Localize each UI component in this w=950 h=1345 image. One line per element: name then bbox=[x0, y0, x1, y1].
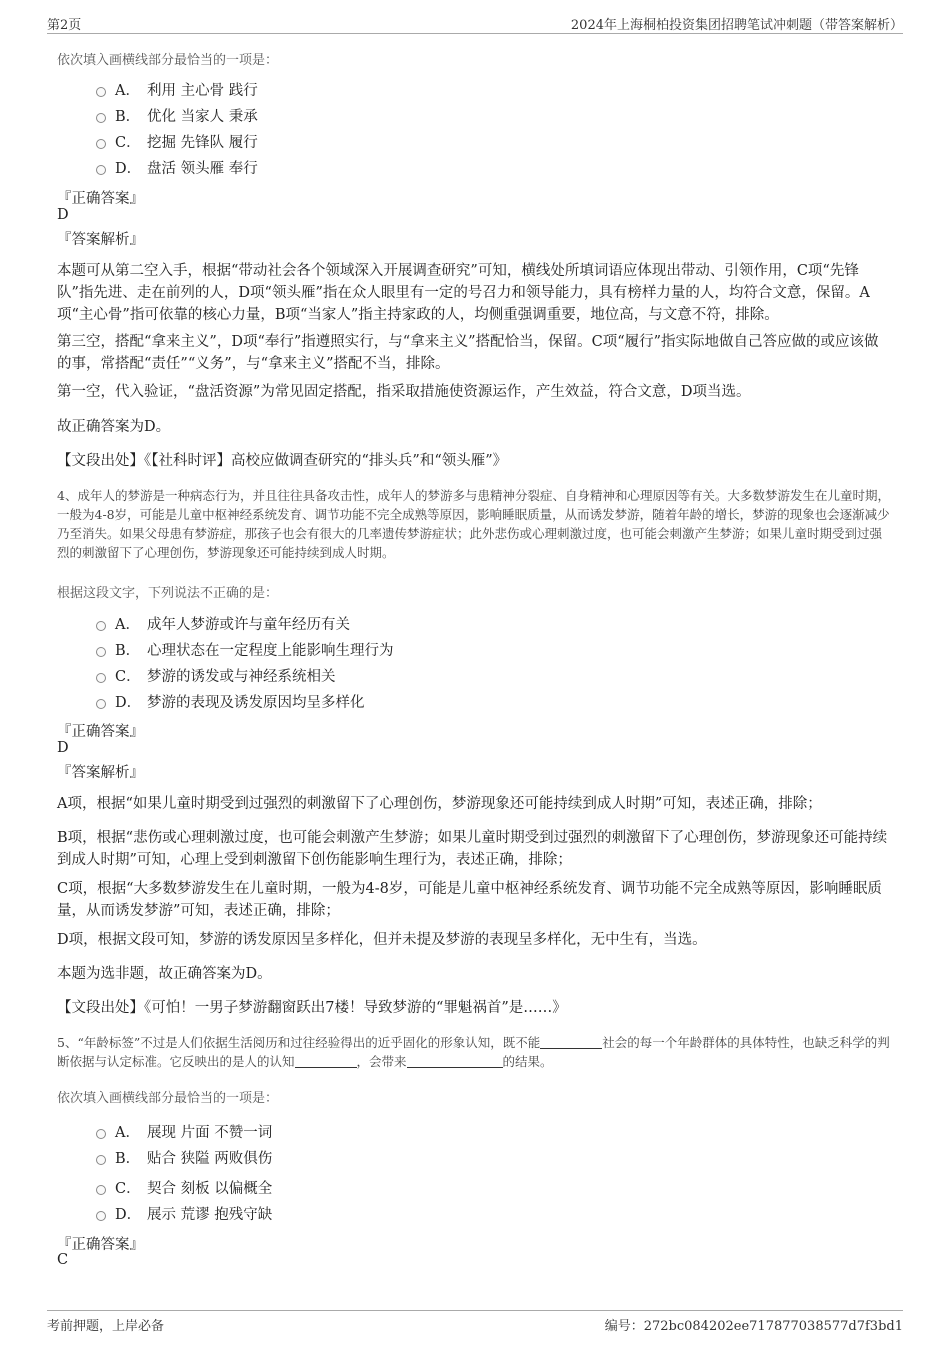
blank-2 bbox=[295, 1055, 357, 1068]
q5-prompt: 依次填入画横线部分最恰当的一项是： bbox=[57, 1091, 279, 1106]
q3-analysis-paragraph: 第一空，代入验证，“盘活资源”为常见固定搭配，指采取措施使资源运作，产生效益，符合文意，D项当选。 bbox=[57, 384, 751, 400]
q3-analysis-paragraph: 本题可从第二空入手，根据“带动社会各个领域深入开展调查研究”可知，横线处所填词语应体现出带动、引领作用，C项“先锋队”指先进、走在前列的人，D项“领头雁”指在众人眼里有一定的号召力和领导能力，具有榜样力量的人，均符合文意，保留。A项“主心骨”指可依靠的核心力量，B项“当家人”指主持家政的人，均侧重强调重要，地位高，与文意不符，排除。 bbox=[57, 263, 870, 323]
radio-button[interactable] bbox=[96, 1155, 106, 1165]
radio-button[interactable] bbox=[96, 139, 106, 149]
q3-option-a[interactable]: A． 利用 主心骨 践行 bbox=[96, 80, 258, 102]
q3-prompt: 依次填入画横线部分最恰当的一项是： bbox=[57, 53, 279, 68]
document-code: 编号：272bc084202ee717877038577d7f3bd1 bbox=[604, 1319, 903, 1334]
q4-conclusion: 本题为选非题，故正确答案为D。 bbox=[57, 966, 272, 982]
q3-answer-label: 『正确答案』 bbox=[57, 191, 144, 207]
q3-analysis-paragraph: 第三空，搭配“拿来主义”，D项“奉行”指遵照实行，与“拿来主义”搭配恰当，保留。C项“履行”指实际地做自己答应做的或应该做的事，常搭配“责任”“义务”，与“拿来主义”搭配不当，排除。 bbox=[57, 334, 879, 372]
q5-option-c[interactable]: C． 契合 刻板 以偏概全 bbox=[96, 1178, 272, 1200]
q4-question-text: 4、成年人的梦游是一种病态行为，并且往往具备攻击性，成年人的梦游多与患精神分裂症、自身精神和心理原因等有关。大多数梦游发生在儿童时期，一般为4-8岁，可能是儿童中枢神经系统发育、调节功能不完全成熟等原因，影响睡眠质量，从而诱发梦游，随着年龄的增长，梦游的现象也会逐渐减少乃至消失。如果父母患有梦游症，那孩子也会有很大的几率遗传梦游症状；此外悲伤或心理刺激过度，也可能会刺激产生梦游；如果儿童时期受到过强烈的刺激留下了心理创伤，梦游现象还可能持续到成人时期。 bbox=[57, 488, 890, 560]
radio-button[interactable] bbox=[96, 699, 106, 709]
q3-source: 【文段出处】《【社科时评】高校应做调查研究的“排头兵”和“领头雁”》 bbox=[57, 453, 508, 469]
q4-answer-label: 『正确答案』 bbox=[57, 724, 144, 740]
radio-button[interactable] bbox=[96, 1211, 106, 1221]
q4-prompt: 根据这段文字，下列说法不正确的是： bbox=[57, 586, 279, 601]
radio-button[interactable] bbox=[96, 87, 106, 97]
q5-option-d[interactable]: D． 展示 荒谬 抱残守缺 bbox=[96, 1204, 272, 1226]
q4-option-c[interactable]: C． 梦游的诱发或与神经系统相关 bbox=[96, 666, 336, 688]
q4-analysis-paragraph: D项，根据文段可知，梦游的诱发原因呈多样化，但并未提及梦游的表现呈多样化，无中生有，当选。 bbox=[57, 932, 707, 948]
blank-1 bbox=[540, 1036, 602, 1049]
q4-source: 【文段出处】《可怕！一男子梦游翻窗跃出7楼！导致梦游的“罪魁祸首”是……》 bbox=[57, 1000, 567, 1016]
q3-answer: D bbox=[57, 207, 69, 223]
q3-option-c[interactable]: C． 挖掘 先锋队 履行 bbox=[96, 132, 258, 154]
radio-button[interactable] bbox=[96, 165, 106, 175]
radio-button[interactable] bbox=[96, 647, 106, 657]
q3-option-b[interactable]: B． 优化 当家人 秉承 bbox=[96, 106, 258, 128]
q4-analysis-label: 『答案解析』 bbox=[57, 765, 144, 781]
q5-question-text: 5、“年龄标签”不过是人们依据生活阅历和过往经验得出的近乎固化的形象认知，既不能 社会的每一个年龄群体的具体特性，也缺乏科学的判断依据与认定标准。它反映出的是人的认知 ，会带来 的结果。 bbox=[57, 1035, 890, 1069]
q4-analysis-paragraph: A项，根据“如果儿童时期受到过强烈的刺激留下了心理创伤，梦游现象还可能持续到成人时期”可知，表述正确，排除； bbox=[57, 796, 822, 812]
radio-button[interactable] bbox=[96, 1129, 106, 1139]
q3-conclusion: 故正确答案为D。 bbox=[57, 419, 171, 435]
page-footer bbox=[47, 1310, 903, 1334]
blank-3 bbox=[407, 1055, 503, 1068]
radio-button[interactable] bbox=[96, 621, 106, 631]
q3-option-d[interactable]: D． 盘活 领头雁 奉行 bbox=[96, 158, 258, 180]
radio-button[interactable] bbox=[96, 673, 106, 683]
q4-option-a[interactable]: A． 成年人梦游或许与童年经历有关 bbox=[96, 614, 350, 636]
q5-option-a[interactable]: A． 展现 片面 不赞一词 bbox=[96, 1122, 272, 1144]
q4-analysis-paragraph: C项，根据“大多数梦游发生在儿童时期，一般为4-8岁，可能是儿童中枢神经系统发育、调节功能不完全成熟等原因，影响睡眠质量，从而诱发梦游”可知，表述正确，排除； bbox=[57, 881, 882, 919]
page-header bbox=[47, 12, 903, 34]
radio-button[interactable] bbox=[96, 113, 106, 123]
document-title: 2024年上海桐柏投资集团招聘笔试冲刺题（带答案解析） bbox=[570, 18, 903, 33]
q5-option-b[interactable]: B． 贴合 狭隘 两败俱伤 bbox=[96, 1148, 272, 1170]
page-number: 第2页 bbox=[47, 18, 82, 33]
footer-slogan: 考前押题，上岸必备 bbox=[47, 1319, 165, 1334]
q5-answer: C bbox=[57, 1252, 69, 1268]
q5-answer-label: 『正确答案』 bbox=[57, 1237, 144, 1253]
radio-button[interactable] bbox=[96, 1185, 106, 1195]
q4-option-d[interactable]: D． 梦游的表现及诱发原因均呈多样化 bbox=[96, 692, 365, 714]
q4-answer: D bbox=[57, 740, 69, 756]
q4-analysis-paragraph: B项，根据“悲伤或心理刺激过度，也可能会刺激产生梦游；如果儿童时期受到过强烈的刺激留下了心理创伤，梦游现象还可能持续到成人时期”可知，心理上受到刺激留下创伤能影响生理行为，表述正确，排除； bbox=[57, 830, 888, 868]
q3-analysis-label: 『答案解析』 bbox=[57, 232, 144, 248]
q4-option-b[interactable]: B． 心理状态在一定程度上能影响生理行为 bbox=[96, 640, 394, 662]
